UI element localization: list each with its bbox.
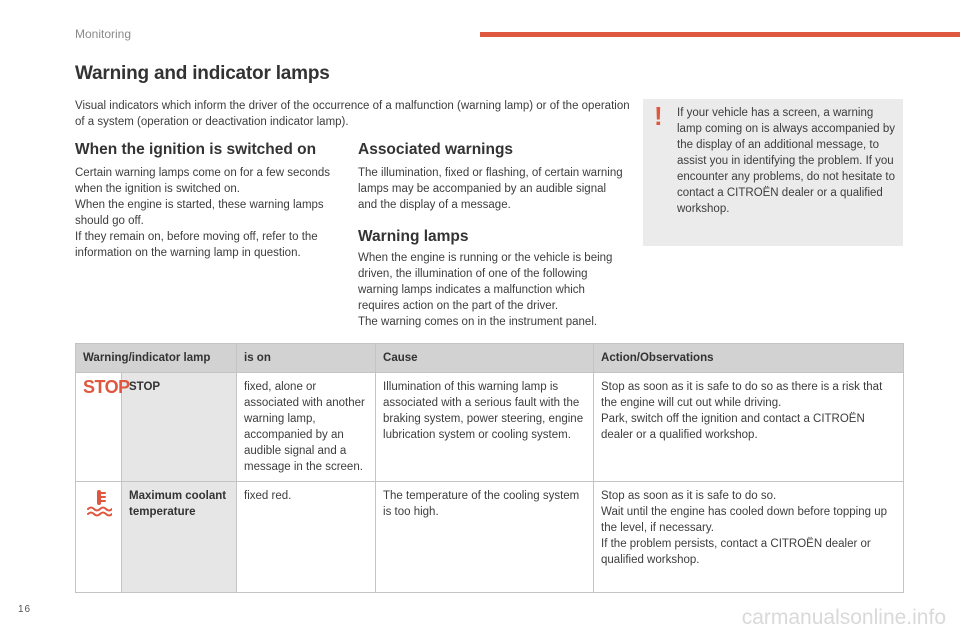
coolant-temperature-icon [86, 488, 112, 518]
action-line: Stop as soon as it is safe to do so as there is a risk that the engine will cut out while driving. [601, 381, 883, 409]
warning-lamps-heading: Warning lamps [358, 228, 469, 245]
table-row [76, 373, 904, 482]
lamp-is-on: fixed red. [237, 482, 376, 593]
associated-text: The illumination, fixed or flashing, of certain warning lamps may be accompanied by an audible signal and the display of a message. [358, 167, 623, 211]
lamp-cause: The temperature of the cooling system is too high. [376, 482, 594, 593]
table-header-row [76, 344, 904, 373]
watermark: carmanualsonline.info [741, 606, 946, 629]
warning-lamps-table [75, 343, 904, 593]
column-header-is-on: is on [237, 344, 376, 373]
warning-lamps-line: When the engine is running or the vehicle is being driven, the illumination of one of the following warning lamps indicates a malfunction which requires action on the part of the driver. [358, 252, 613, 312]
page-title: Warning and indicator lamps [75, 63, 330, 84]
ignition-heading: When the ignition is switched on [75, 141, 317, 158]
lamp-cause: Illumination of this warning lamp is associated with a serious fault with the braking system, power steering, engine lubrication system or cooling system. [376, 373, 594, 482]
warning-lamps-line: The warning comes on in the instrument panel. [358, 316, 598, 328]
lamp-icon-cell [76, 373, 130, 482]
associated-heading: Associated warnings [358, 141, 514, 158]
action-line: Wait until the engine has cooled down before topping up the level, if necessary. [601, 506, 888, 534]
ignition-text [75, 165, 343, 261]
ignition-line: Certain warning lamps come on for a few seconds when the ignition is switched on. [75, 167, 331, 195]
note-box [643, 99, 903, 246]
lamp-icon-cell [76, 482, 122, 593]
warning-lamps-text [358, 250, 626, 330]
column-header-cause: Cause [376, 344, 594, 373]
action-line: If the problem persists, contact a CITROËN dealer or qualified workshop. [601, 538, 871, 566]
header-accent-bar [480, 32, 960, 37]
page-number: 16 [18, 604, 32, 615]
lamp-name: STOP [122, 373, 237, 482]
intro-paragraph: Visual indicators which inform the driver of the occurrence of a malfunction (warning lamp) or of the operation of a system (operation or deactivation indicator lamp). [75, 100, 630, 128]
lamp-is-on: fixed, alone or associated with another warning lamp, accompanied by an audible signal and a message in the screen. [237, 373, 376, 482]
action-line: Stop as soon as it is safe to do so. [601, 490, 777, 502]
lamp-action [594, 373, 904, 482]
column-header-lamp: Warning/indicator lamp [76, 344, 237, 373]
ignition-line: When the engine is started, these warning lamps should go off. [75, 199, 324, 227]
stop-icon: STOP [83, 377, 130, 397]
ignition-line: If they remain on, before moving off, refer to the information on the warning lamp in question. [75, 231, 318, 259]
column-header-action: Action/Observations [594, 344, 904, 373]
note-text: If your vehicle has a screen, a warning lamp coming on is always accompanied by the display of an additional message, to assist you in identifying the problem. If you encounter any problems, do not hesitate to contact a CITROËN dealer or a qualified workshop. [677, 107, 896, 215]
section-name: Monitoring [75, 27, 132, 41]
exclamation-icon: ! [654, 101, 663, 131]
lamp-name: Maximum coolant temperature [122, 482, 237, 593]
action-line: Park, switch off the ignition and contact a CITROËN dealer or a qualified workshop. [601, 413, 865, 441]
lamp-action [594, 482, 904, 593]
table-row [76, 482, 904, 593]
